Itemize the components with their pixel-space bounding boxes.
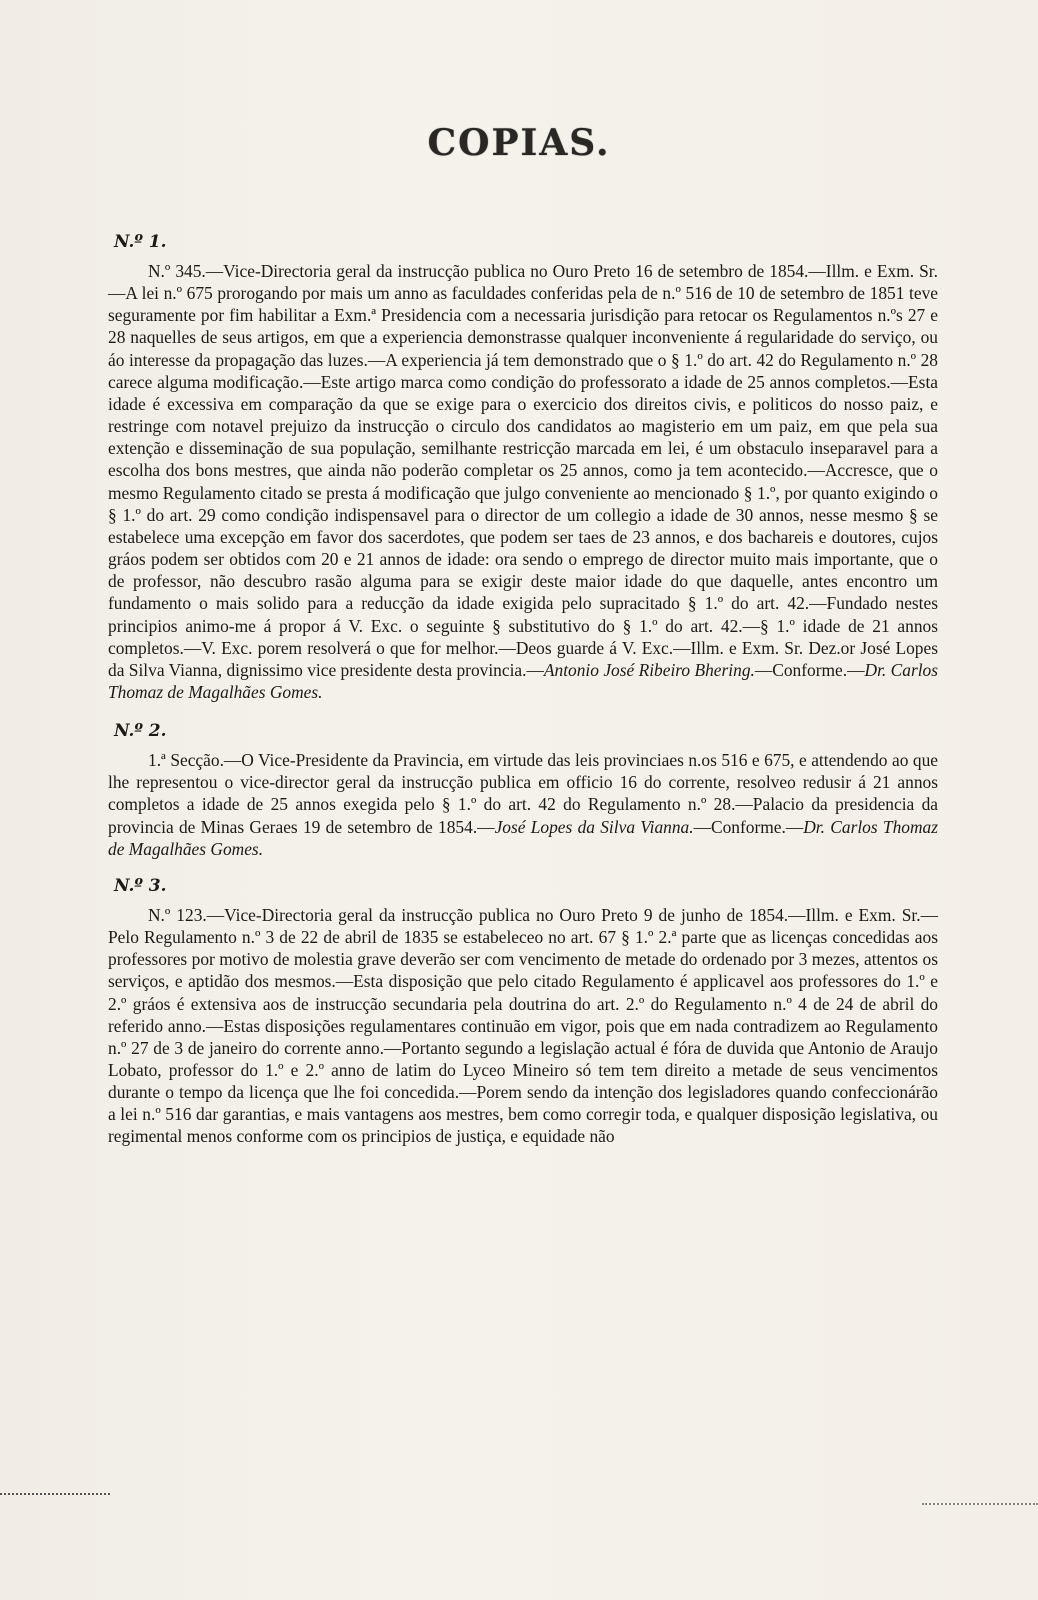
section-2-closing-signature: Dr. Carlos Thomaz de Magalhães Gomes. <box>108 816 938 859</box>
scan-artifact-left <box>0 1493 110 1496</box>
section-1-closing-signature: Dr. Carlos Thomaz de Magalhães Gomes. <box>108 659 939 702</box>
section-2-closing: —Conforme.— <box>693 816 804 837</box>
section-1-label: N.º 1. <box>114 232 167 252</box>
section-2-label: N.º 2. <box>114 721 167 742</box>
section-3-label: N.º 3. <box>114 875 167 896</box>
section-1-closing: —Conforme.— <box>754 659 865 680</box>
document-title: COPIAS. <box>427 122 611 164</box>
section-2-body: 1.ª Secção.—O Vice-Presidente da Pravincia, em virtude das leis provinciaes n.os 516 e 675, e attendendo ao que lhe representou o vice-director geral da instrucção publica em officio 16 do corrente, resolveo redusir á 21 annos completos a idade de 25 annos exegida pelo § 1.º do art. 42 do Regulamento n.º 28.—Palacio da presidencia da provincia de Minas Geraes 19 de setembro de 1854.— <box>108 750 938 837</box>
section-1-text <box>108 260 938 703</box>
section-3-body: N.º 123.—Vice-Directoria geral da instrucção publica no Ouro Preto 9 de junho de 1854.—Illm. e Exm. Sr.—Pelo Regulamento n.º 3 de 22 de abril de 1835 se estabeleceo no art. 67 § 1.º 2.ª parte que as licenças concedidas aos professores por motivo de molestia grave deverão ser com vencimento de metade do ordenado por 3 mezes, attentos os serviços, e aptidão dos mesmos.—Esta disposição que pelo citado Regulamento é applicavel aos professores do 1.º e 2.º gráos é extensiva aos de instrucção secundaria pela doutrina do art. 2.º do Regulamento n.º 4 de 24 de abril do referido anno.—Estas disposições regulamentares continuão em vigor, pois que em nada contradizem ao Regulamento n.º 27 de 3 de janeiro do corrente anno.—Portanto segundo a legislação actual é fóra de duvida que Antonio de Araujo Lobato, professor do 1.º e 2.º anno de latim do Lyceo Mineiro só tem tem direito a metade de seus vencimentos durante o tempo da licença que lhe foi concedida.—Porem sendo da intenção dos legisladores quando confeccionárão a lei n.º 516 dar garantias, e mais vantagens aos mestres, bem como corregir toda, e qualquer disposição legislativa, ou regimental menos conforme com os principios de justiça, e equidade não <box>108 904 938 1147</box>
scan-artifact-right <box>922 1503 1038 1506</box>
section-1-body: N.º 345.—Vice-Directoria geral da instrucção publica no Ouro Preto 16 de setembro de 1854.—Illm. e Exm. Sr.—A lei n.º 675 prorogando por mais um anno as faculdades conferidas pela de n.º 516 de 10 de setembro de 1851 teve seguramente por fim habilitar a Exm.ª Presidencia com a necessaria jurisdição para retocar os Regulamentos n.ºs 27 e 28 naquelles de seus artigos, em que a experiencia demonstrasse qualquer inconveniente á regularidade do serviço, ou áo interesse da propagação das luzes.—A experiencia já tem demonstrado que o § 1.º do art. 42 do Regulamento n.º 28 carece alguma modificação.—Este artigo marca como condição do professorato a idade de 25 annos completos.—Esta idade é excessiva em comparação da que se exige para o exercicio dos direitos civis, e politicos do nosso paiz, e restringe com notavel prejuizo da instrucção o circulo dos candidatos ao magisterio em um paiz, em que pela sua extenção e disseminação de sua população, semilhante restricção marcada em lei, é um obstaculo inseparavel para a escolha dos bons mestres, que ainda não poderão completar os 25 annos, como ja tem acontecido.—Accresce, que o mesmo Regulamento citado se presta á modificação que julgo conveniente ao mencionado § 1.º, por quanto exigindo o § 1.º do art. 29 como condição indispensavel para o director de um collegio a idade de 30 annos, nesse mesmo § se estabelece uma excepção em favor dos sacerdotes, que podem ser taes de 23 annos, e dos bachareis e doutores, cujos gráos podem ser obtidos com 20 e 21 annos de idade: ora sendo o emprego de director muito mais importante, que o de professor, não descubro rasão alguma para se exigir deste maior idade do que daquelle, antes encontro um fundamento o mais solido para a reducção da idade exigida pelo supracitado § 1.º do art. 42.—Fundado nestes principios animo-me á propor á V. Exc. o seguinte § substitutivo do § 1.º do art. 42.—§ 1.º idade de 21 annos completos.—V. Exc. porem resolverá o que for melhor.—Deos guarde á V. Exc.—Illm. e Exm. Sr. Dez.or José Lopes da Silva Vianna, dignissimo vice presidente desta provincia.— <box>108 261 938 680</box>
document-body <box>108 232 938 1148</box>
section-2-signature: José Lopes da Silva Vianna. <box>494 816 694 837</box>
section-2-text <box>108 749 938 860</box>
section-3-text <box>108 904 938 1148</box>
section-1-signature: Antonio José Ribeiro Bhering. <box>543 659 755 680</box>
